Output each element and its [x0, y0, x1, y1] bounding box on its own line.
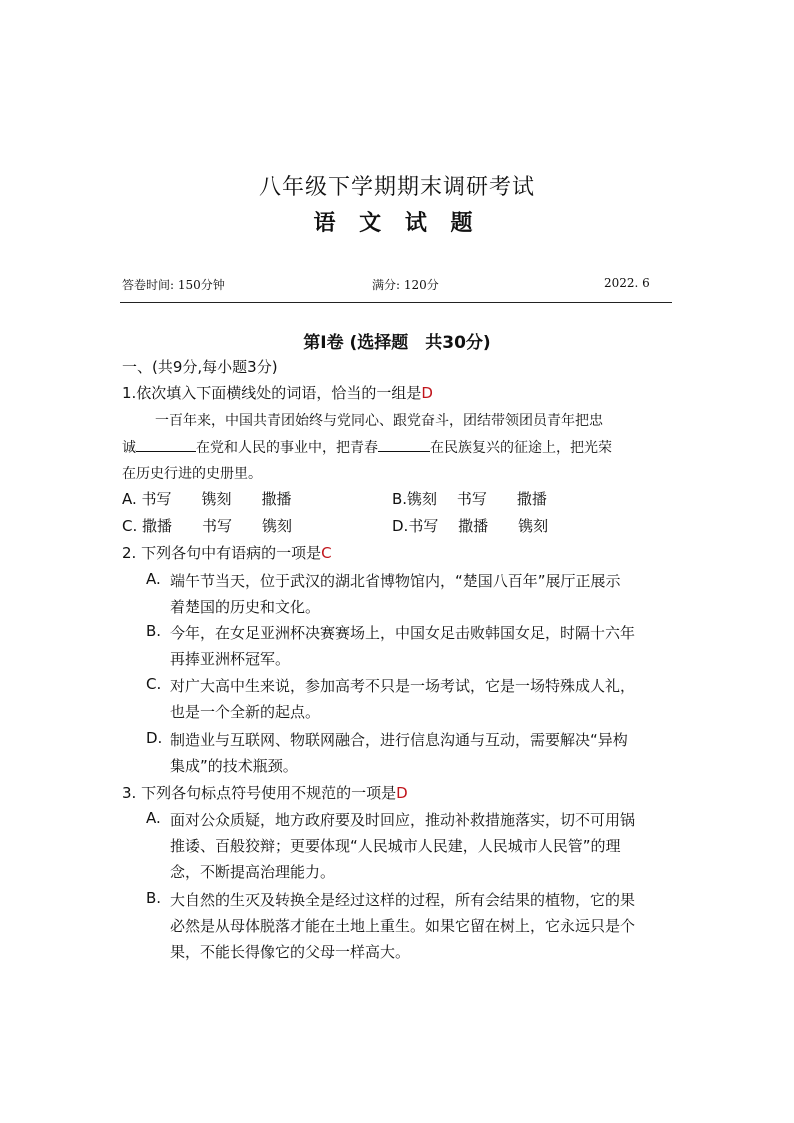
question-2-stem: 2. 下列各句中有语病的一项是C: [122, 544, 332, 562]
question-1-passage-line: 诚 在党和人民的事业中，把青春 在民族复兴的征途上，把光荣: [122, 437, 612, 457]
question-2-answer: C: [321, 544, 332, 562]
question-3-answer: D: [396, 784, 408, 802]
question-3-stem: 3. 下列各句标点符号使用不规范的一项是D: [122, 784, 408, 802]
option-b-cont: 必然是从母体脱落才能在土地上重生。如果它留在树上，它永远只是个: [170, 917, 636, 935]
option-b: 今年，在女足亚洲杯决赛赛场上，中国女足击败韩国女足，时隔十六年: [170, 624, 636, 642]
question-1-answer: D: [421, 384, 433, 402]
subject-title: 语 文 试 题: [313, 210, 481, 236]
option-a: A. 书写 镌刻 撒播: [122, 490, 292, 508]
exam-duration: 答卷时间: 150分钟: [122, 278, 225, 292]
option-b-cont: 果，不能长得像它的父母一样高大。: [170, 943, 411, 961]
fill-blank: [136, 437, 196, 452]
exam-title: 八年级下学期期末调研考试: [258, 175, 535, 200]
option-b: 大自然的生灭及转换全是经过这样的过程，所有会结果的植物，它的果: [170, 891, 636, 909]
option-d: D.书写 撒播 镌刻: [392, 517, 549, 535]
option-label: C.: [146, 675, 162, 693]
part-heading: 一、(共9分,每小题3分): [122, 358, 278, 376]
option-b-cont: 再捧亚洲杯冠军。: [170, 650, 291, 668]
option-label: B.: [146, 622, 162, 640]
option-b: B.镌刻 书写 撒播: [392, 490, 547, 508]
option-label: D.: [146, 729, 163, 747]
option-label: A.: [146, 809, 161, 827]
option-a-cont: 推诿、百般狡辩；更要体现“人民城市人民建，人民城市人民管”的理: [170, 837, 621, 855]
option-c: 对广大高中生来说，参加高考不只是一场考试，它是一场特殊成人礼，: [170, 677, 636, 695]
full-score: 满分: 120分: [372, 278, 439, 292]
question-1-passage: 一百年来，中国共青团始终与党同心、跟党奋斗，团结带领团员青年把忠: [155, 413, 603, 429]
option-d-cont: 集成”的技术瓶颈。: [170, 757, 298, 775]
option-a-cont: 念，不断提高治理能力。: [170, 863, 336, 881]
header-divider: [120, 302, 672, 303]
question-1-passage-line: 在历史行进的史册里。: [122, 466, 262, 482]
option-a-cont: 着楚国的历史和文化。: [170, 598, 321, 616]
option-c-cont: 也是一个全新的起点。: [170, 703, 321, 721]
option-label: B.: [146, 889, 162, 907]
option-label: A.: [146, 570, 161, 588]
section-title: 第Ⅰ卷 (选择题 共30分): [303, 333, 491, 353]
fill-blank: [378, 437, 430, 452]
option-a: 面对公众质疑，地方政府要及时回应，推动补救措施落实，切不可用锅: [170, 811, 636, 829]
option-c: C. 撒播 书写 镌刻: [122, 517, 293, 535]
option-a: 端午节当天，位于武汉的湖北省博物馆内，“楚国八百年”展厅正展示: [170, 572, 621, 590]
question-1-stem: 1.依次填入下面横线处的词语，恰当的一组是D: [122, 384, 433, 402]
exam-date: 2022. 6: [604, 276, 650, 290]
option-d: 制造业与互联网、物联网融合，进行信息沟通与互动，需要解决“异构: [170, 731, 628, 749]
